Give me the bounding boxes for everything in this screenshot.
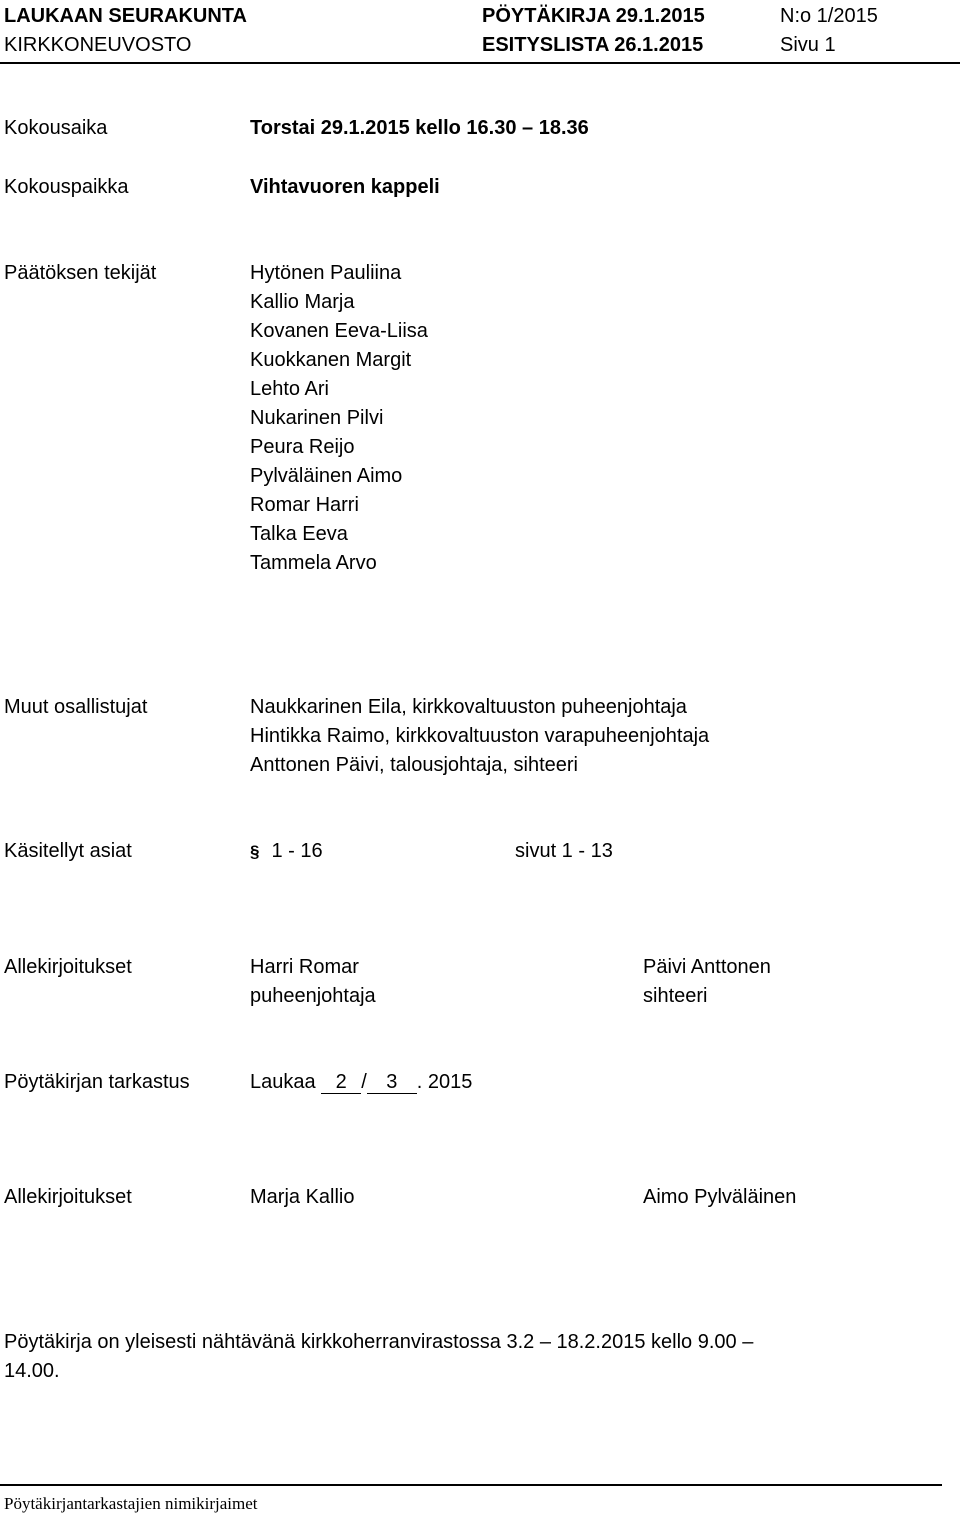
chair-name: Harri Romar <box>250 956 359 978</box>
list-item: Hytönen Pauliina <box>250 262 402 284</box>
public-notice-line-1: Pöytäkirja on yleisesti nähtävänä kirkkoherranvirastossa 3.2 – 18.2.2015 kello 9.00 – <box>4 1331 754 1353</box>
reviewer-1: Marja Kallio <box>250 1186 355 1208</box>
secretary-name: Päivi Anttonen <box>643 956 771 978</box>
list-item: Lehto Ari <box>250 378 329 400</box>
list-item: Peura Reijo <box>250 436 355 458</box>
agenda-title: ESITYSLISTA 26.1.2015 <box>482 34 704 56</box>
secretary-role: sihteeri <box>643 985 708 1007</box>
meeting-place-value: Vihtavuoren kappeli <box>250 176 440 198</box>
review-month: 3 <box>367 1071 417 1094</box>
list-item: Tammela Arvo <box>250 552 377 574</box>
minutes-number: N:o 1/2015 <box>780 5 878 27</box>
decision-makers-label: Päätöksen tekijät <box>4 262 157 284</box>
other-participants-list <box>250 693 709 780</box>
list-item: Kovanen Eeva-Liisa <box>250 320 428 342</box>
list-item: Hintikka Raimo, kirkkovaltuuston varapuheenjohtaja <box>250 725 710 747</box>
list-item: Pylväläinen Aimo <box>250 465 403 487</box>
list-item: Nukarinen Pilvi <box>250 407 384 429</box>
review-place: Laukaa <box>250 1071 316 1093</box>
list-item: Anttonen Päivi, talousjohtaja, sihteeri <box>250 754 578 776</box>
review-signatures-label: Allekirjoitukset <box>4 1186 132 1208</box>
header-divider <box>0 62 960 64</box>
review-label: Pöytäkirjan tarkastus <box>4 1071 190 1093</box>
footer-text: Pöytäkirjantarkastajien nimikirjaimet <box>4 1494 258 1513</box>
reviewer-2: Aimo Pylväläinen <box>643 1186 797 1208</box>
items-pages: sivut 1 - 13 <box>515 840 613 862</box>
organ-name: KIRKKONEUVOSTO <box>4 34 192 56</box>
chair-role: puheenjohtaja <box>250 985 376 1007</box>
meeting-place-label: Kokouspaikka <box>4 176 129 198</box>
list-item: Kallio Marja <box>250 291 355 313</box>
minutes-title: PÖYTÄKIRJA 29.1.2015 <box>482 5 705 27</box>
decision-makers-list <box>250 259 428 578</box>
organization-name: LAUKAAN SEURAKUNTA <box>4 5 247 27</box>
review-date: Laukaa 2 / 3 . 2015 <box>250 1071 473 1093</box>
items-range <box>250 837 323 866</box>
items-range-value: 1 - 16 <box>271 840 323 862</box>
meeting-time-value: Torstai 29.1.2015 kello 16.30 – 18.36 <box>250 117 589 139</box>
section-symbol: § <box>250 842 260 861</box>
items-label: Käsitellyt asiat <box>4 840 132 862</box>
list-item: Kuokkanen Margit <box>250 349 412 371</box>
list-item: Talka Eeva <box>250 523 348 545</box>
other-participants-label: Muut osallistujat <box>4 696 148 718</box>
list-item: Romar Harri <box>250 494 359 516</box>
page-number: Sivu 1 <box>780 34 836 56</box>
footer-divider <box>0 1484 942 1486</box>
public-notice-line-2: 14.00. <box>4 1360 60 1382</box>
signatures-label: Allekirjoitukset <box>4 956 132 978</box>
review-day: 2 <box>321 1071 361 1094</box>
review-year: . 2015 <box>416 1071 473 1093</box>
meeting-time-label: Kokousaika <box>4 117 108 139</box>
list-item: Naukkarinen Eila, kirkkovaltuuston puheenjohtaja <box>250 696 687 718</box>
